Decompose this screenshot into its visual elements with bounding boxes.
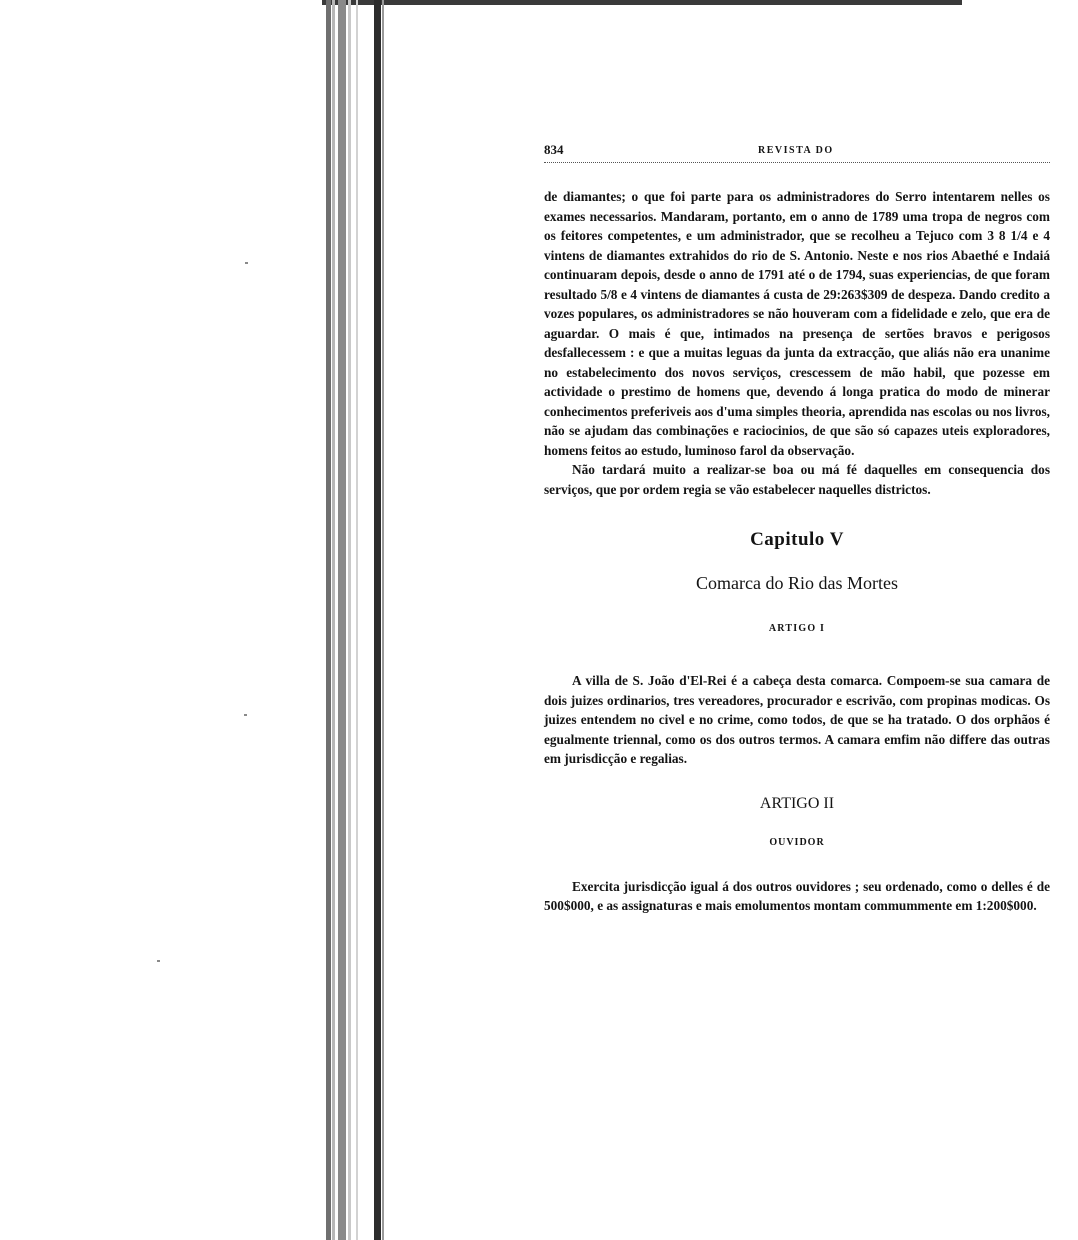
gutter-band xyxy=(332,0,335,1240)
scan-speck xyxy=(157,960,160,962)
body-paragraph: A villa de S. João d'El-Rei é a cabeça desta comarca. Compoem-se sua camara de dois juizes ordinarios, tres vereadores, procurador e escrivão, com propinas modicas. Os juizes entendem no civel e no crime, como todos, de que se ha tratado. O dos orphãos é egualmente triennal, como os dos outros termos. A camara emfim não differe das outras em jurisdicção e regalias. xyxy=(544,673,1050,766)
gutter-band xyxy=(356,0,358,1240)
gutter-band xyxy=(348,0,351,1240)
chapter-heading: Capitulo V xyxy=(750,529,844,550)
body-paragraph: Não tardará muito a realizar-se boa ou má fé daquelles em consequencia dos serviços, que por ordem regia se vão estabelecer naquelles districtos. xyxy=(544,462,1050,497)
body-paragraph: Exercita jurisdicção igual á dos outros ouvidores ; seu ordenado, como o delles é de 500$000, e as assignaturas e mais emolumentos montam commummente em 1:200$000. xyxy=(544,878,1050,913)
body-paragraph: de diamantes; o que foi parte para os administradores do Serro intentarem nelles os exames necessarios. Mandaram, portanto, em o anno de 1789 uma tropa de negros com os feitores competentes, e um administrador, que se recolheu a Tejuco com 3 8 1/4 e 4 vintens de diamantes extrahidos do rio de S. Antonio. Neste e nos rios Abaethé e Indaiá continuaram depois, desde o anno de 1791 até o de 1794, suas experiencias, de que foram resultado 5/8 e 4 vintens de diamantes á custa de 29:263$309 de despeza. Dando credito a vozes populares, os administradores se não houveram com a fidelidade e zelo, que era de aguardar. O mais é que, intimados na presença de sertões bravos e perigosos desfallecessem : e que a muitas leguas da junta da extracção, que aliás não era unanime no estabelecimento dos novos serviços, crescessem de mão habil, que pozesse em actividade o prestimo de homens que, devendo á longa pratica do modo de minerar conhecimentos preferiveis aos d'uma simples theoria, aprendida nas escolas ou nos livros, não se ajudam das combinações e raciocinios, de que são só capazes uteis exploradores, homens feitos ao estudo, luminoso farol da observação. xyxy=(544,189,1050,458)
scan-speck xyxy=(245,262,248,264)
gutter-band xyxy=(326,0,331,1240)
gutter-band xyxy=(374,0,381,1240)
gutter-band xyxy=(338,0,346,1240)
section-heading: Comarca do Rio das Mortes xyxy=(696,573,898,593)
page-top-edge xyxy=(322,0,962,5)
article-label: ARTIGO II xyxy=(759,794,835,812)
scan-speck xyxy=(244,714,247,716)
gutter-band xyxy=(382,0,384,1240)
article-subheading: OUVIDOR xyxy=(769,836,825,848)
book-page xyxy=(544,140,1050,916)
book-gutter xyxy=(322,0,388,1240)
article-label: ARTIGO I xyxy=(768,623,826,634)
page-number: 834 xyxy=(544,142,564,157)
journal-title: REVISTA DO xyxy=(758,145,834,156)
running-head xyxy=(544,140,1050,163)
